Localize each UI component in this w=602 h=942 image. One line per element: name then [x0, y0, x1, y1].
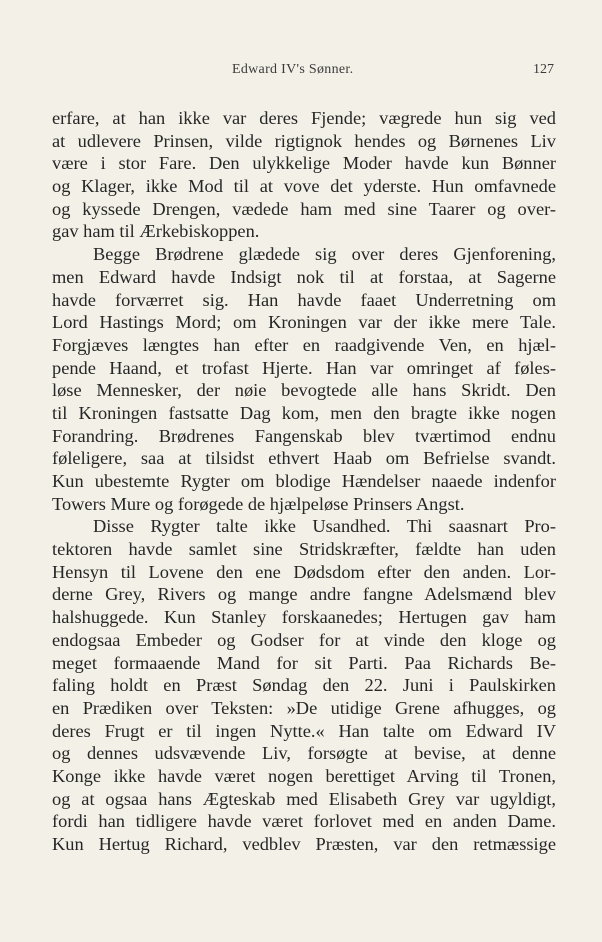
- text-line: og at ogsaa hans Ægteskab med Elisabeth Grey var ugyldigt,: [52, 788, 556, 809]
- text-line: endogsaa Embeder og Godser for at vinde den kloge og: [52, 629, 556, 650]
- text-line: at udlevere Prinsen, vilde rigtignok hendes og Børnenes Liv: [52, 130, 556, 151]
- text-line: deres Frugt er til ingen Nytte.« Han talte om Edward IV: [52, 720, 556, 741]
- text-line: Hensyn til Lovene den ene Dødsdom efter den anden. Lor-: [52, 561, 556, 582]
- body-text: [52, 107, 556, 856]
- text-line: Forgjæves længtes han efter en raadgivende Ven, en hjæl-: [52, 334, 556, 355]
- text-line: Konge ikke havde været nogen berettiget Arving til Tronen,: [52, 765, 556, 786]
- text-line: erfare, at han ikke var deres Fjende; vægrede hun sig ved: [52, 108, 556, 128]
- text-line: Kun ubestemte Rygter om blodige Hændelser naaede indenfor: [52, 471, 556, 491]
- text-line: tektoren havde samlet sine Stridskræfter, fældte han uden: [52, 539, 556, 560]
- page-header: [52, 62, 556, 82]
- text-line: gav ham til Ærkebiskoppen.: [52, 221, 260, 242]
- text-line: pende Haand, et trofast Hjerte. Han var omringet af føles-: [52, 357, 556, 378]
- page-number: 127: [533, 62, 554, 77]
- text-line: havde forværret sig. Han havde faaet Underretning om: [52, 289, 556, 310]
- text-line: fordi han tidligere havde været forlovet med en anden Dame.: [52, 811, 556, 832]
- text-line: Kun Hertug Richard, vedblev Præsten, var den retmæssige: [52, 834, 556, 854]
- text-line: en Prædiken over Teksten: »De utidige Grene afhugges, og: [52, 697, 556, 718]
- paragraph-first-line: Disse Rygter talte ikke Usandhed. Thi saasnart Pro-: [93, 516, 556, 537]
- text-line: meget formaaende Mand for sit Parti. Paa Richards Be-: [52, 652, 556, 673]
- text-line: Towers Mure og forøgede de hjælpeløse Prinsers Angst.: [52, 493, 465, 514]
- text-line: og Klager, ikke Mod til at vove det yderste. Hun omfavnede: [52, 176, 556, 197]
- text-line: men Edward havde Indsigt nok til at forstaa, at Sagerne: [52, 266, 556, 287]
- paragraph-first-line: Begge Brødrene glædede sig over deres Gjenforening,: [93, 244, 556, 265]
- text-line: faling holdt en Præst Søndag den 22. Juni i Paulskirken: [52, 675, 556, 696]
- text-line: og kyssede Drengen, vædede ham med sine Taarer og over-: [52, 198, 556, 219]
- text-line: til Kroningen fastsatte Dag kom, men den bragte ikke nogen: [52, 402, 556, 423]
- text-line: løse Mennesker, der nøie bevogtede alle hans Skridt. Den: [52, 380, 556, 401]
- running-title: Edward IV's Sønner.: [232, 62, 354, 77]
- text-line: og dennes udsvævende Liv, forsøgte at bevise, at denne: [52, 743, 556, 764]
- text-line: være i stor Fare. Den ulykkelige Moder havde kun Bønner: [52, 153, 556, 174]
- text-line: halshuggede. Kun Stanley forskaanedes; Hertugen gav ham: [52, 607, 556, 628]
- text-line: Forandring. Brødrenes Fangenskab blev tværtimod endnu: [52, 425, 556, 446]
- text-line: derne Grey, Rivers og mange andre fangne Adelsmænd blev: [52, 584, 556, 605]
- text-line: Lord Hastings Mord; om Kroningen var der ikke mere Tale.: [52, 312, 556, 333]
- text-line: føleligere, saa at tilsidst ethvert Haab om Befrielse svandt.: [52, 448, 556, 469]
